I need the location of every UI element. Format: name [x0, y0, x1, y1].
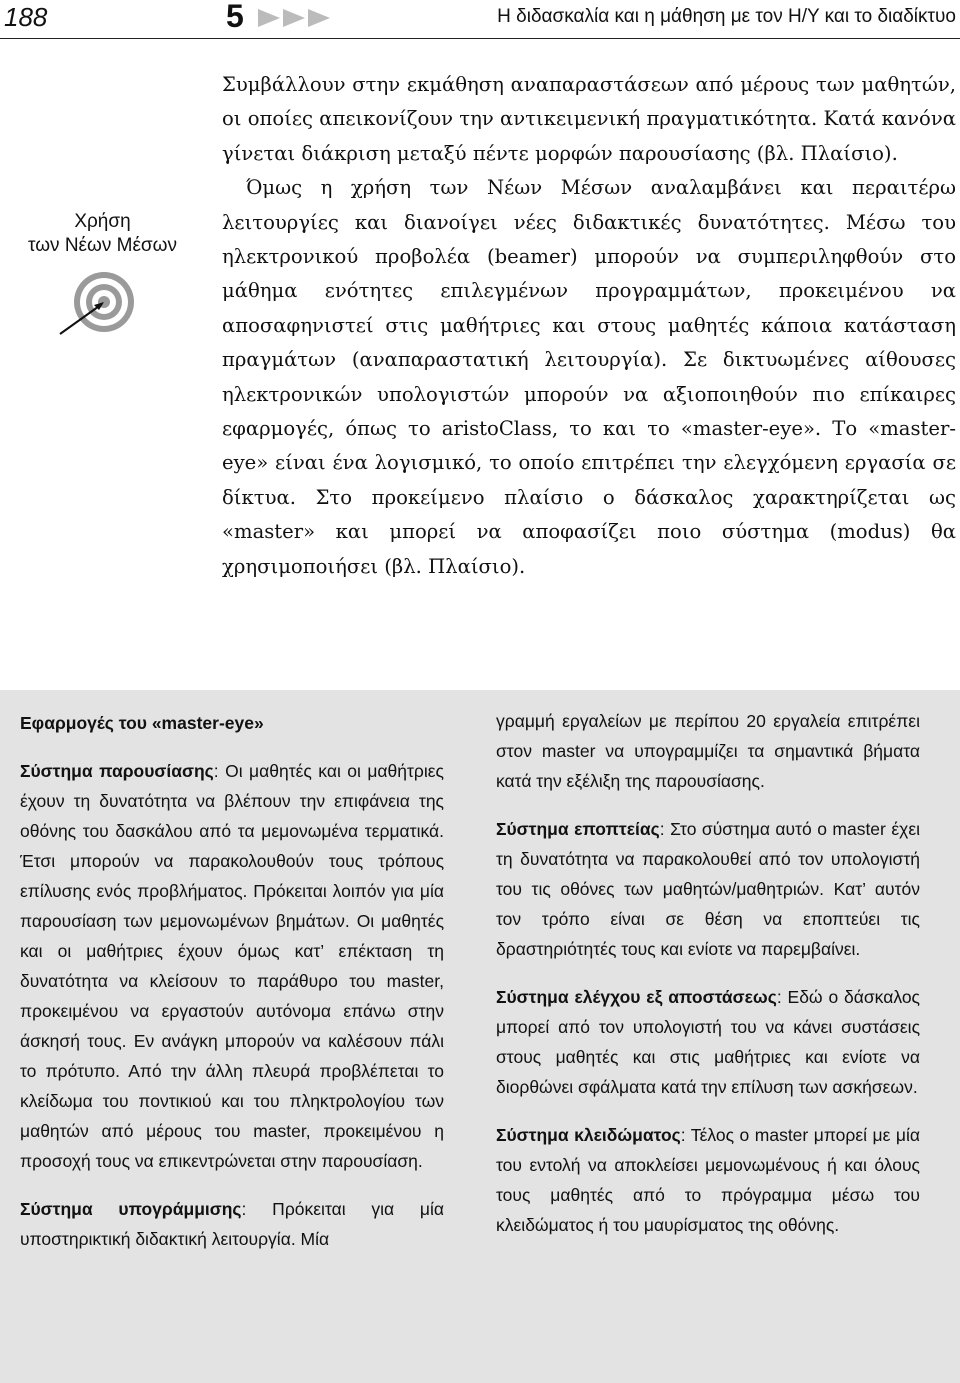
section-presentation — [20, 756, 444, 1176]
section-text: : Οι μαθητές και οι μαθήτριες έχουν τη δυνατότητα να βλέπουν την επιφάνεια της οθόνης του δασκάλου από τα μεμονωμένα τερματικά. Έτσι μπορούν να παρακολουθούν τους τρόπους επίλυσης ενός προβλήματος. Πρόκειται λοιπόν για μία παρουσίαση των μεμονωμένων βημάτων. Οι μαθητές και οι μαθήτριες έχουν όμως κατ’ επέκταση τη δυνατότητα να κλείσουν το παράθυρο του master, προκειμένου να εργαστούν αυτόνομα επάνω στην άσκησή τους. Εν ανάγκη μπορούν να καλέσουν πάλι το πρότυπο. Από την άλλη πλευρά προβλέπεται το κλείδωμα του ποντικιού και του πληκτρολογίου των μαθητών από μέρους του master, προκειμένου η προσοχή τους να επικεντρώνεται στην παρουσίαση. — [20, 761, 444, 1171]
chapter-arrows-icon — [258, 9, 330, 27]
info-box — [0, 690, 960, 1383]
target-icon — [58, 268, 138, 348]
paragraph-2: Όμως η χρήση των Νέων Μέσων αναλαμβάνει και περαιτέρω λειτουργίες και διανοίγει νέες διδακτικές δυνατότητες. Μέσω του ηλεκτρονικού προβολέα (beamer) μπορούν να συμπεριληφθούν στο μάθημα ενότητες επιλεγμένων προγραμμάτων, προκειμένου να αποσαφηνιστεί στις μαθήτριες και στους μαθητές κάποια κατάσταση πραγμάτων (αναπαραστατική λειτουργία). Σε δικτυωμένες αίθουσες ηλεκτρονικών υπολογιστών μπορούν να αξιοποιηθούν πιο επίκαιρες εφαρμογές, όπως το aristoClass, το και το «master-eye». Το «master-eye» είναι ένα λογισμικό, το οποίο επιτρέπει την ελεγχόμενη εργασία σε δίκτυα. Στο προκείμενο πλαίσιο ο δάσκαλος χαρακτηρίζεται ως «master» και μπορεί να αποφασίζει ποιο σύστημα (modus) θα χρησιμοποιήσει (βλ. Πλαίσιο). — [222, 176, 956, 578]
section-underline-continued: γραμμή εργαλείων με περίπου 20 εργαλεία επιτρέπει στον master να υπογραμμίζει τα σημαντικά βήματα κατά την εξέλιξη της παρουσίασης. — [496, 711, 920, 791]
section-text: : Εδώ ο δάσκαλος μπορεί από τον υπολογιστή του να κάνει συστάσεις στους μαθητές και στις μαθήτριες και ενίοτε να διορθώνει σφάλματα κατά την επίλυση των ασκήσεων. — [496, 987, 920, 1097]
paragraph-1: Συμβάλλουν στην εκμάθηση αναπαραστάσεων από μέρους των μαθητών, οι οποίες απεικονίζουν την αντικειμενική πραγματικότητα. Κατά κανόνα γίνεται διάκριση μεταξύ πέντε μορφών παρουσίασης (βλ. Πλαίσιο). — [222, 73, 956, 165]
page-header — [0, 0, 960, 39]
section-text: : Πρόκειται για μία υποστηρικτική διδακτική λειτουργία. Μία — [20, 1199, 444, 1249]
chapter-title: Η διδασκαλία και η μάθηση με τον Η/Υ και το διαδίκτυο — [497, 6, 956, 27]
section-remote-control — [496, 982, 920, 1102]
chapter-number: 5 — [226, 0, 244, 34]
box-column-left — [20, 704, 444, 1272]
section-term: Σύστημα κλειδώματος — [496, 1125, 681, 1145]
margin-note — [10, 210, 195, 258]
main-text — [222, 68, 956, 584]
box-column-right — [496, 706, 920, 1258]
box-title: Εφαρμογές του «master-eye» — [20, 713, 264, 733]
section-underline — [20, 1194, 444, 1254]
section-text: : Στο σύστημα αυτό ο master έχει τη δυνατότητα να παρακολουθεί από τον υπολογιστή του τις οθόνες των μαθητών/μαθητριών. Κατ’ αυτόν τον τρόπο είναι σε θέση να εποπτεύει τις δραστηριότητές τους και ενίοτε να παρεμβαίνει. — [496, 819, 921, 959]
section-lock — [496, 1120, 920, 1240]
section-term: Σύστημα υπογράμμισης — [20, 1199, 242, 1219]
section-supervision — [496, 814, 920, 964]
section-text: : Τέλος ο master μπορεί με μία του εντολή να αποκλείσει μεμονωμένους ή και όλους τους μαθητές από το πρόγραμμα μέσω του κλειδώματος ή του μαυρίσματος της οθόνης. — [496, 1125, 920, 1235]
margin-note-line2: των Νέων Μέσων — [27, 235, 177, 256]
section-term: Σύστημα ελέγχου εξ αποστάσεως — [496, 987, 777, 1007]
page-number: 188 — [4, 2, 48, 32]
section-term: Σύστημα εποπτείας — [496, 819, 660, 839]
section-term: Σύστημα παρουσίασης — [20, 761, 214, 781]
margin-note-line1: Χρήση — [74, 211, 131, 232]
